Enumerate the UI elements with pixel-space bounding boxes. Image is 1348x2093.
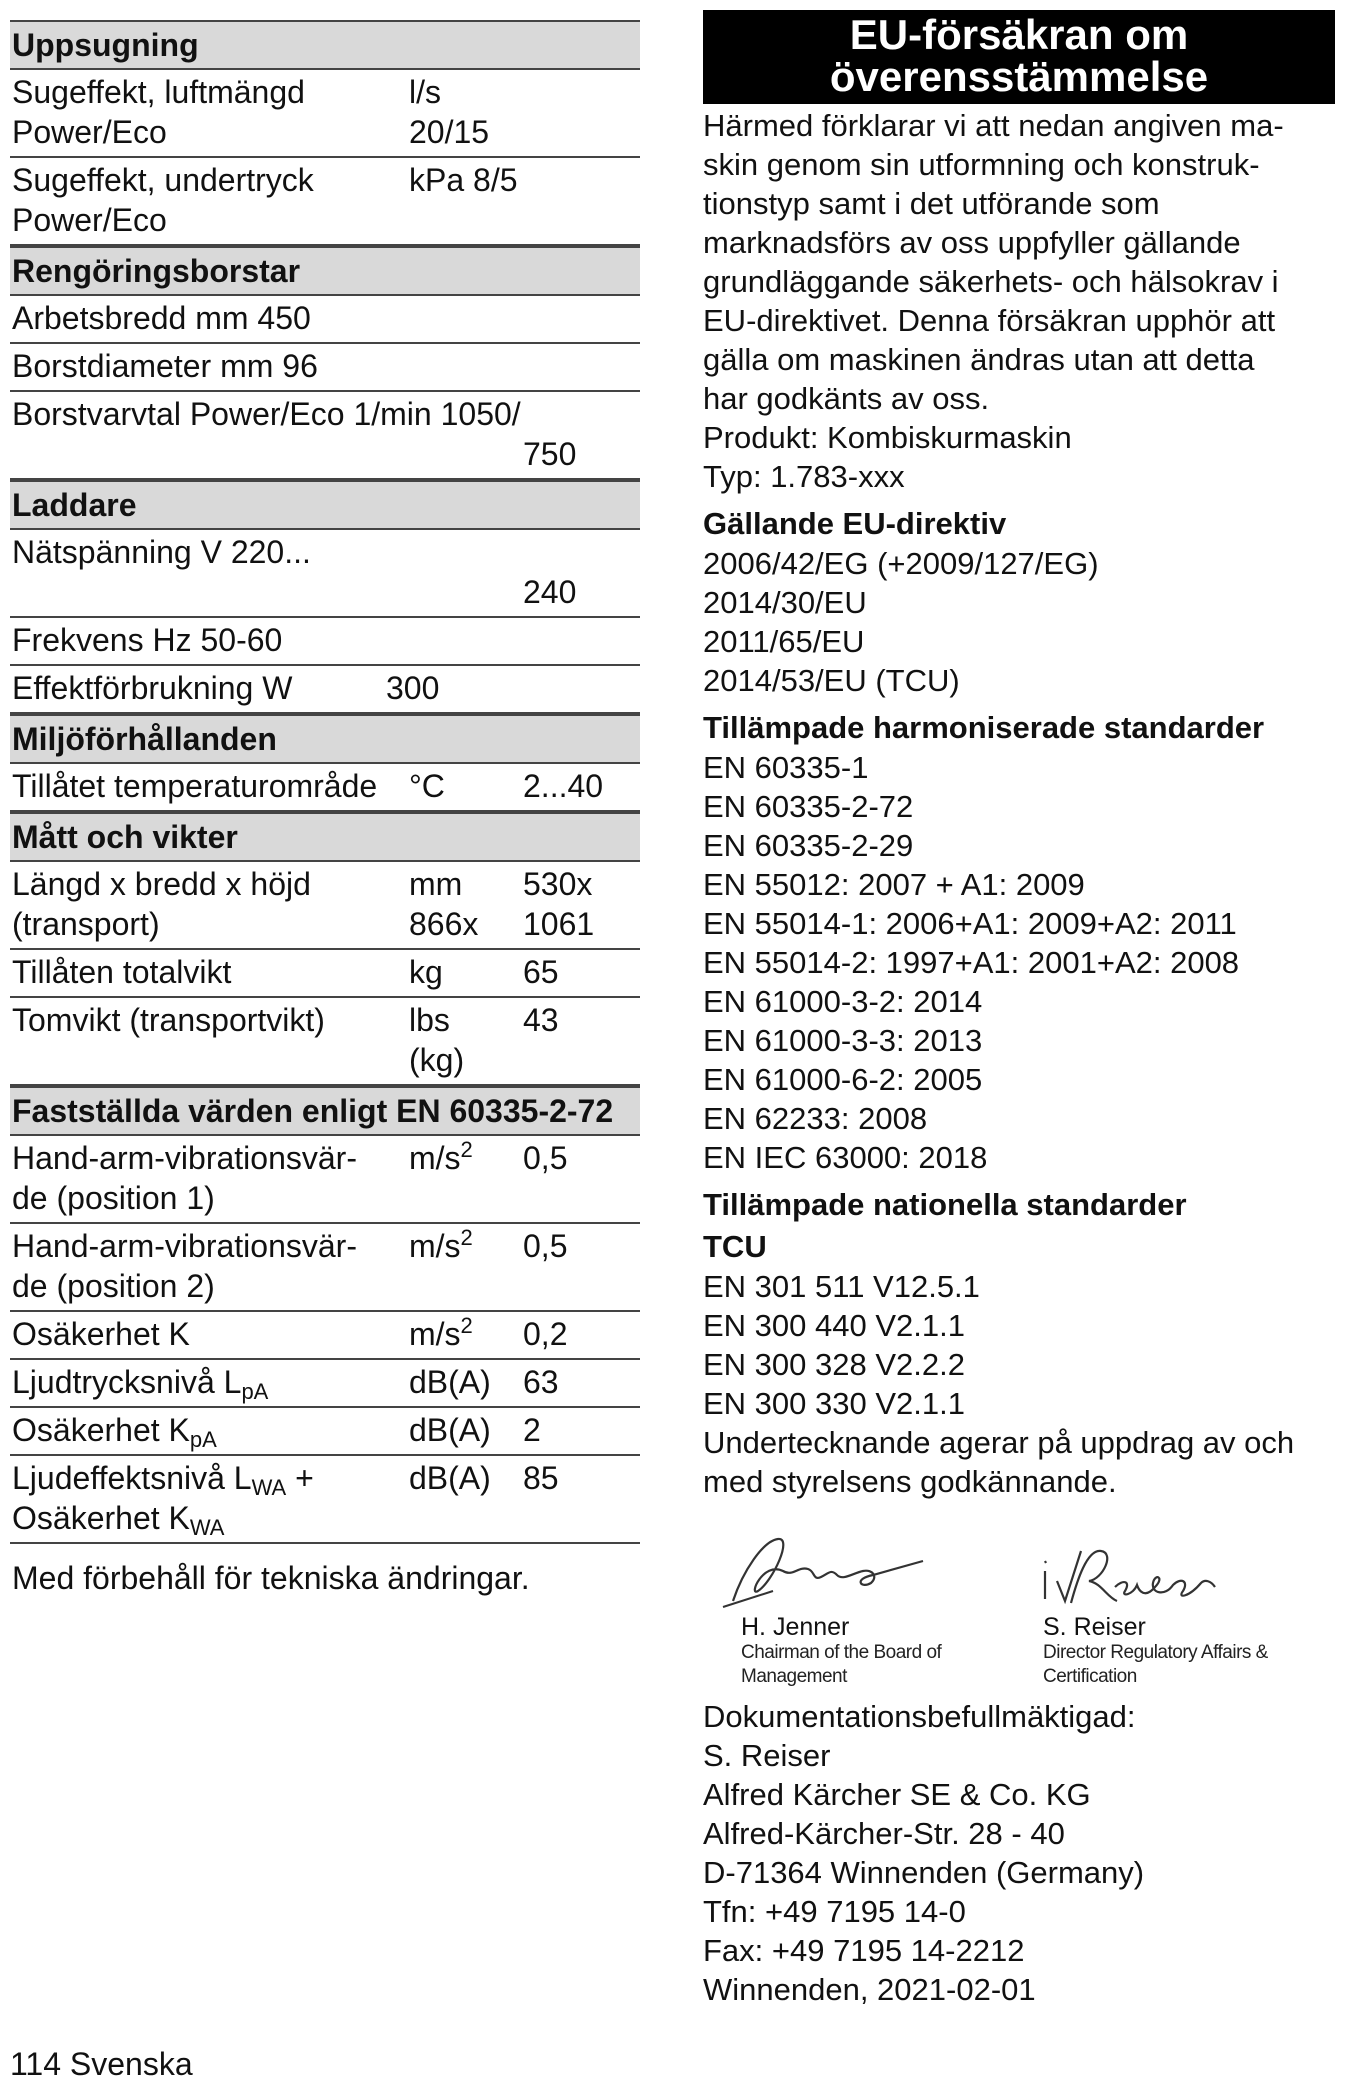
spec-row [10, 344, 640, 392]
spec-unit-line: (kg) [409, 1042, 465, 1078]
signatory-role: Chairman of the Board of Management [741, 1642, 942, 1687]
contact-line: D-71364 Winnenden (Germany) [703, 1855, 1145, 1890]
signatory-name: H. Jenner [741, 1613, 850, 1641]
spec-unit [409, 1314, 523, 1354]
spec-label-line: de (position 2) [12, 1268, 215, 1304]
contact-line: Fax: +49 7195 14-2212 [703, 1933, 1025, 1968]
signature-jenner [703, 1521, 983, 1689]
spec-label [12, 1138, 409, 1218]
label-text: Ljudeffektsnivå L [12, 1460, 252, 1496]
spec-label [12, 1226, 409, 1306]
standard-item: EN 60335-2-72 [703, 789, 914, 824]
spec-unit [409, 1138, 523, 1218]
spec-value-line: 1061 [523, 906, 595, 942]
signed-statement [703, 1423, 1335, 1501]
section-heading: Laddare [10, 480, 640, 530]
spec-value-line: 0,5 [523, 1228, 568, 1264]
spec-unit-line: dB(A) [409, 1364, 491, 1400]
section-heading: Uppsugning [10, 20, 640, 70]
section-heading: Mått och vikter [10, 812, 640, 862]
tcu-heading: TCU [703, 1229, 767, 1264]
spec-row [10, 1456, 640, 1544]
eu-declaration [703, 10, 1335, 2009]
spec-value [523, 864, 640, 944]
spec-value-line: 85 [523, 1460, 559, 1496]
spec-value [523, 766, 640, 806]
spec-label-line [12, 1458, 409, 1498]
spec-unit [409, 1458, 523, 1538]
contact-line: Alfred Kärcher SE & Co. KG [703, 1777, 1091, 1812]
page-footer: 114 Svenska [10, 2046, 193, 2082]
standard-item: EN 61000-6-2: 2005 [703, 1062, 983, 1097]
spec-row [10, 1224, 640, 1312]
spec-label-line: Borstdiameter mm 96 [12, 348, 318, 384]
jenner-signature-mark [703, 1521, 943, 1613]
type-line: Typ: 1.783-xxx [703, 459, 905, 494]
spec-label [12, 766, 409, 806]
spec-value-line: 0,2 [523, 1316, 568, 1352]
spec-unit-line [409, 1138, 523, 1178]
label-text: Osäkerhet K [12, 1500, 190, 1536]
spec-row [10, 158, 640, 246]
label-subscript: pA [241, 1379, 269, 1404]
spec-value [523, 72, 640, 152]
intro-line: har godkänts av oss. [703, 381, 990, 416]
spec-value-line: 2 [523, 1412, 541, 1448]
reiser-signature-mark [1005, 1521, 1245, 1613]
spec-value-line: 43 [523, 1002, 559, 1038]
spec-value [523, 1410, 640, 1450]
label-tail: + [286, 1460, 314, 1496]
spec-unit [409, 864, 523, 944]
spec-label-line: Borstvarvtal Power/Eco 1/min 1050/ [12, 396, 521, 432]
directive-item: 2006/42/EG (+2009/127/EG) [703, 546, 1099, 581]
technical-data-table [10, 20, 640, 1598]
spec-value-line: 2...40 [523, 768, 604, 804]
spec-value [523, 1226, 640, 1306]
standard-item: EN 55012: 2007 + A1: 2009 [703, 867, 1085, 902]
intro-line: gälla om maskinen ändras utan att detta [703, 342, 1255, 377]
spec-unit-line: kg [409, 954, 443, 990]
spec-label [12, 668, 386, 708]
spec-label-line [12, 1410, 409, 1450]
spec-label-line: Frekvens Hz 50-60 [12, 622, 283, 658]
section-heading: Rengöringsborstar [10, 246, 640, 296]
product-line: Produkt: Kombiskurmaskin [703, 420, 1072, 455]
spec-label [12, 1000, 409, 1080]
spec-label-line: (transport) [12, 906, 160, 942]
tcu-standard-item: EN 300 330 V2.1.1 [703, 1386, 965, 1421]
directive-item: 2014/30/EU [703, 585, 867, 620]
spec-row [10, 70, 640, 158]
contact-line: Dokumentationsbefullmäktigad: [703, 1699, 1136, 1734]
spec-row [10, 862, 640, 950]
spec-label [12, 1362, 409, 1402]
spec-value-line: 750 [523, 436, 577, 472]
intro-line: marknadsförs av oss uppfyller gällande [703, 225, 1241, 260]
spec-unit [409, 1000, 523, 1080]
intro-text [703, 106, 1335, 418]
contact-line: Winnenden, 2021-02-01 [703, 1972, 1036, 2007]
spec-row [10, 530, 640, 618]
disclaimer-note: Med förbehåll för tekniska ändringar. [12, 1560, 530, 1596]
spec-label-line: Längd x bredd x höjd [12, 866, 311, 902]
intro-line: tionstyp samt i det utförande som [703, 186, 1160, 221]
spec-unit [409, 346, 523, 386]
spec-value [523, 1458, 640, 1538]
spec-value-line: 530x [523, 866, 593, 902]
spec-value [523, 1362, 640, 1402]
spec-row [10, 392, 640, 480]
signature-reiser [1005, 1521, 1335, 1689]
spec-label [12, 620, 409, 660]
spec-unit [409, 1226, 523, 1306]
spec-unit-line: °C [409, 768, 445, 804]
declaration-header [703, 10, 1335, 104]
label-subscript: WA [189, 1515, 225, 1540]
standard-item: EN IEC 63000: 2018 [703, 1140, 988, 1175]
spec-label [12, 298, 409, 338]
spec-unit [409, 298, 523, 338]
spec-unit-line: dB(A) [409, 1460, 491, 1496]
spec-unit-line: kPa 8/5 [409, 162, 518, 198]
spec-label [12, 952, 409, 992]
eu-directives-list [703, 544, 1335, 700]
spec-unit-line [409, 1226, 523, 1266]
harmonised-standards-heading: Tillämpade harmoniserade standarder [703, 710, 1265, 745]
contact-line: Tfn: +49 7195 14-0 [703, 1894, 966, 1929]
spec-label-line: Effektförbrukning W [12, 670, 293, 706]
signatory-role: Director Regulatory Affairs & Certification [1043, 1642, 1268, 1687]
signatory-name: S. Reiser [1043, 1613, 1146, 1641]
spec-value [523, 620, 640, 660]
spec-label-line: Tillåten totalvikt [12, 954, 232, 990]
spec-value [523, 1138, 640, 1218]
spec-row [10, 1360, 640, 1408]
spec-row [10, 950, 640, 998]
label-text: Osäkerhet K [12, 1412, 190, 1448]
spec-row [10, 666, 640, 714]
spec-label [12, 1314, 409, 1354]
spec-value-line: 63 [523, 1364, 559, 1400]
spec-value-line: 0,5 [523, 1140, 568, 1176]
standard-item: EN 61000-3-3: 2013 [703, 1023, 983, 1058]
spec-label-line [12, 1498, 409, 1538]
tcu-standard-item: EN 301 511 V12.5.1 [703, 1269, 980, 1304]
unit-superscript: 2 [460, 1137, 473, 1162]
spec-unit-line: mm 866x [409, 866, 479, 942]
spec-row [10, 296, 640, 344]
spec-value [386, 668, 439, 708]
spec-value [523, 1000, 640, 1080]
spec-label [12, 72, 409, 152]
spec-label-line: Power/Eco [12, 114, 167, 150]
standard-item: EN 60335-2-29 [703, 828, 914, 863]
spec-label [12, 160, 409, 240]
spec-unit-line: l/s 20/15 [409, 74, 490, 150]
spec-value [523, 1314, 640, 1354]
eu-directives-heading: Gällande EU-direktiv [703, 506, 1007, 541]
tcu-standard-item: EN 300 440 V2.1.1 [703, 1308, 965, 1343]
spec-unit [409, 766, 523, 806]
unit-text: m/s [409, 1316, 461, 1352]
intro-line: grundläggande säkerhets- och hälsokrav i [703, 264, 1279, 299]
spec-label-line [12, 1362, 409, 1402]
spec-value-line: 240 [523, 574, 577, 610]
contact-line: S. Reiser [703, 1738, 831, 1773]
spec-label-line: Sugeffekt, undertryck [12, 162, 314, 198]
section-heading: Fastställda värden enligt EN 60335-2-72 [10, 1086, 640, 1136]
standard-item: EN 55014-2: 1997+A1: 2001+A2: 2008 [703, 945, 1240, 980]
spec-label-line: Tillåtet temperaturområde [12, 768, 378, 804]
standard-item: EN 60335-1 [703, 750, 869, 785]
spec-value [523, 952, 640, 992]
spec-label-line: Sugeffekt, luftmängd [12, 74, 305, 110]
unit-superscript: 2 [460, 1225, 473, 1250]
spec-value [523, 160, 640, 240]
spec-label-line: Hand-arm-vibrationsvär- [12, 1228, 357, 1264]
directive-item: 2014/53/EU (TCU) [703, 663, 960, 698]
spec-label [12, 1410, 409, 1450]
spec-value-line: 65 [523, 954, 559, 990]
spec-unit [409, 952, 523, 992]
spec-label-line: de (position 1) [12, 1180, 215, 1216]
spec-unit [409, 620, 523, 660]
spec-label-line: Nätspänning V 220... [12, 534, 311, 570]
standard-item: EN 61000-3-2: 2014 [703, 984, 983, 1019]
unit-text: m/s [409, 1228, 461, 1264]
signatures [703, 1521, 1335, 1691]
harmonised-standards-list [703, 748, 1335, 1177]
spec-row [10, 998, 640, 1086]
documentation-contact [703, 1697, 1335, 2009]
signed-line: Undertecknande agerar på uppdrag av och [703, 1425, 1295, 1460]
tcu-standard-item: EN 300 328 V2.2.2 [703, 1347, 965, 1382]
spec-label-line: Arbetsbredd mm 450 [12, 300, 311, 336]
standard-item: EN 55014-1: 2006+A1: 2009+A2: 2011 [703, 906, 1237, 941]
standard-item: EN 62233: 2008 [703, 1101, 928, 1136]
spec-row [10, 618, 640, 666]
spec-unit-line [409, 1314, 523, 1354]
spec-row [10, 1136, 640, 1224]
spec-label [12, 346, 409, 386]
label-subscript: WA [251, 1475, 287, 1500]
spec-row [10, 1408, 640, 1456]
spec-value-line: 300 [386, 670, 440, 706]
unit-superscript: 2 [460, 1313, 473, 1338]
section-heading: Miljöförhållanden [10, 714, 640, 764]
spec-row [10, 764, 640, 812]
spec-label [12, 1458, 409, 1538]
spec-unit [409, 1410, 523, 1450]
label-subscript: pA [189, 1427, 217, 1452]
tcu-standards-list [703, 1267, 1335, 1423]
header-line: EU-försäkran om [849, 11, 1189, 58]
intro-line: Härmed förklarar vi att nedan angiven ma- [703, 108, 1284, 143]
spec-label-line: Osäkerhet K [12, 1316, 190, 1352]
contact-line: Alfred-Kärcher-Str. 28 - 40 [703, 1816, 1065, 1851]
spec-unit [409, 72, 523, 152]
spec-label [12, 864, 409, 944]
spec-label-line: Tomvikt (transportvikt) [12, 1002, 325, 1038]
spec-label-line: Hand-arm-vibrationsvär- [12, 1140, 357, 1176]
spec-unit [409, 160, 523, 240]
spec-value [523, 298, 640, 338]
spec-label-line: Power/Eco [12, 202, 167, 238]
label-text: Ljudtrycksnivå L [12, 1364, 242, 1400]
directive-item: 2011/65/EU [703, 624, 865, 659]
header-line: överensstämmelse [829, 53, 1209, 100]
unit-text: m/s [409, 1140, 461, 1176]
spec-unit [409, 1362, 523, 1402]
national-standards-heading: Tillämpade nationella standarder [703, 1187, 1187, 1222]
signed-line: med styrelsens godkännande. [703, 1464, 1117, 1499]
intro-line: EU-direktivet. Denna försäkran upphör att [703, 303, 1276, 338]
spec-unit-line: dB(A) [409, 1412, 491, 1448]
intro-line: skin genom sin utformning och konstruk- [703, 147, 1260, 182]
spec-unit-line: lbs [409, 1002, 450, 1038]
spec-value [523, 346, 640, 386]
spec-row [10, 1312, 640, 1360]
